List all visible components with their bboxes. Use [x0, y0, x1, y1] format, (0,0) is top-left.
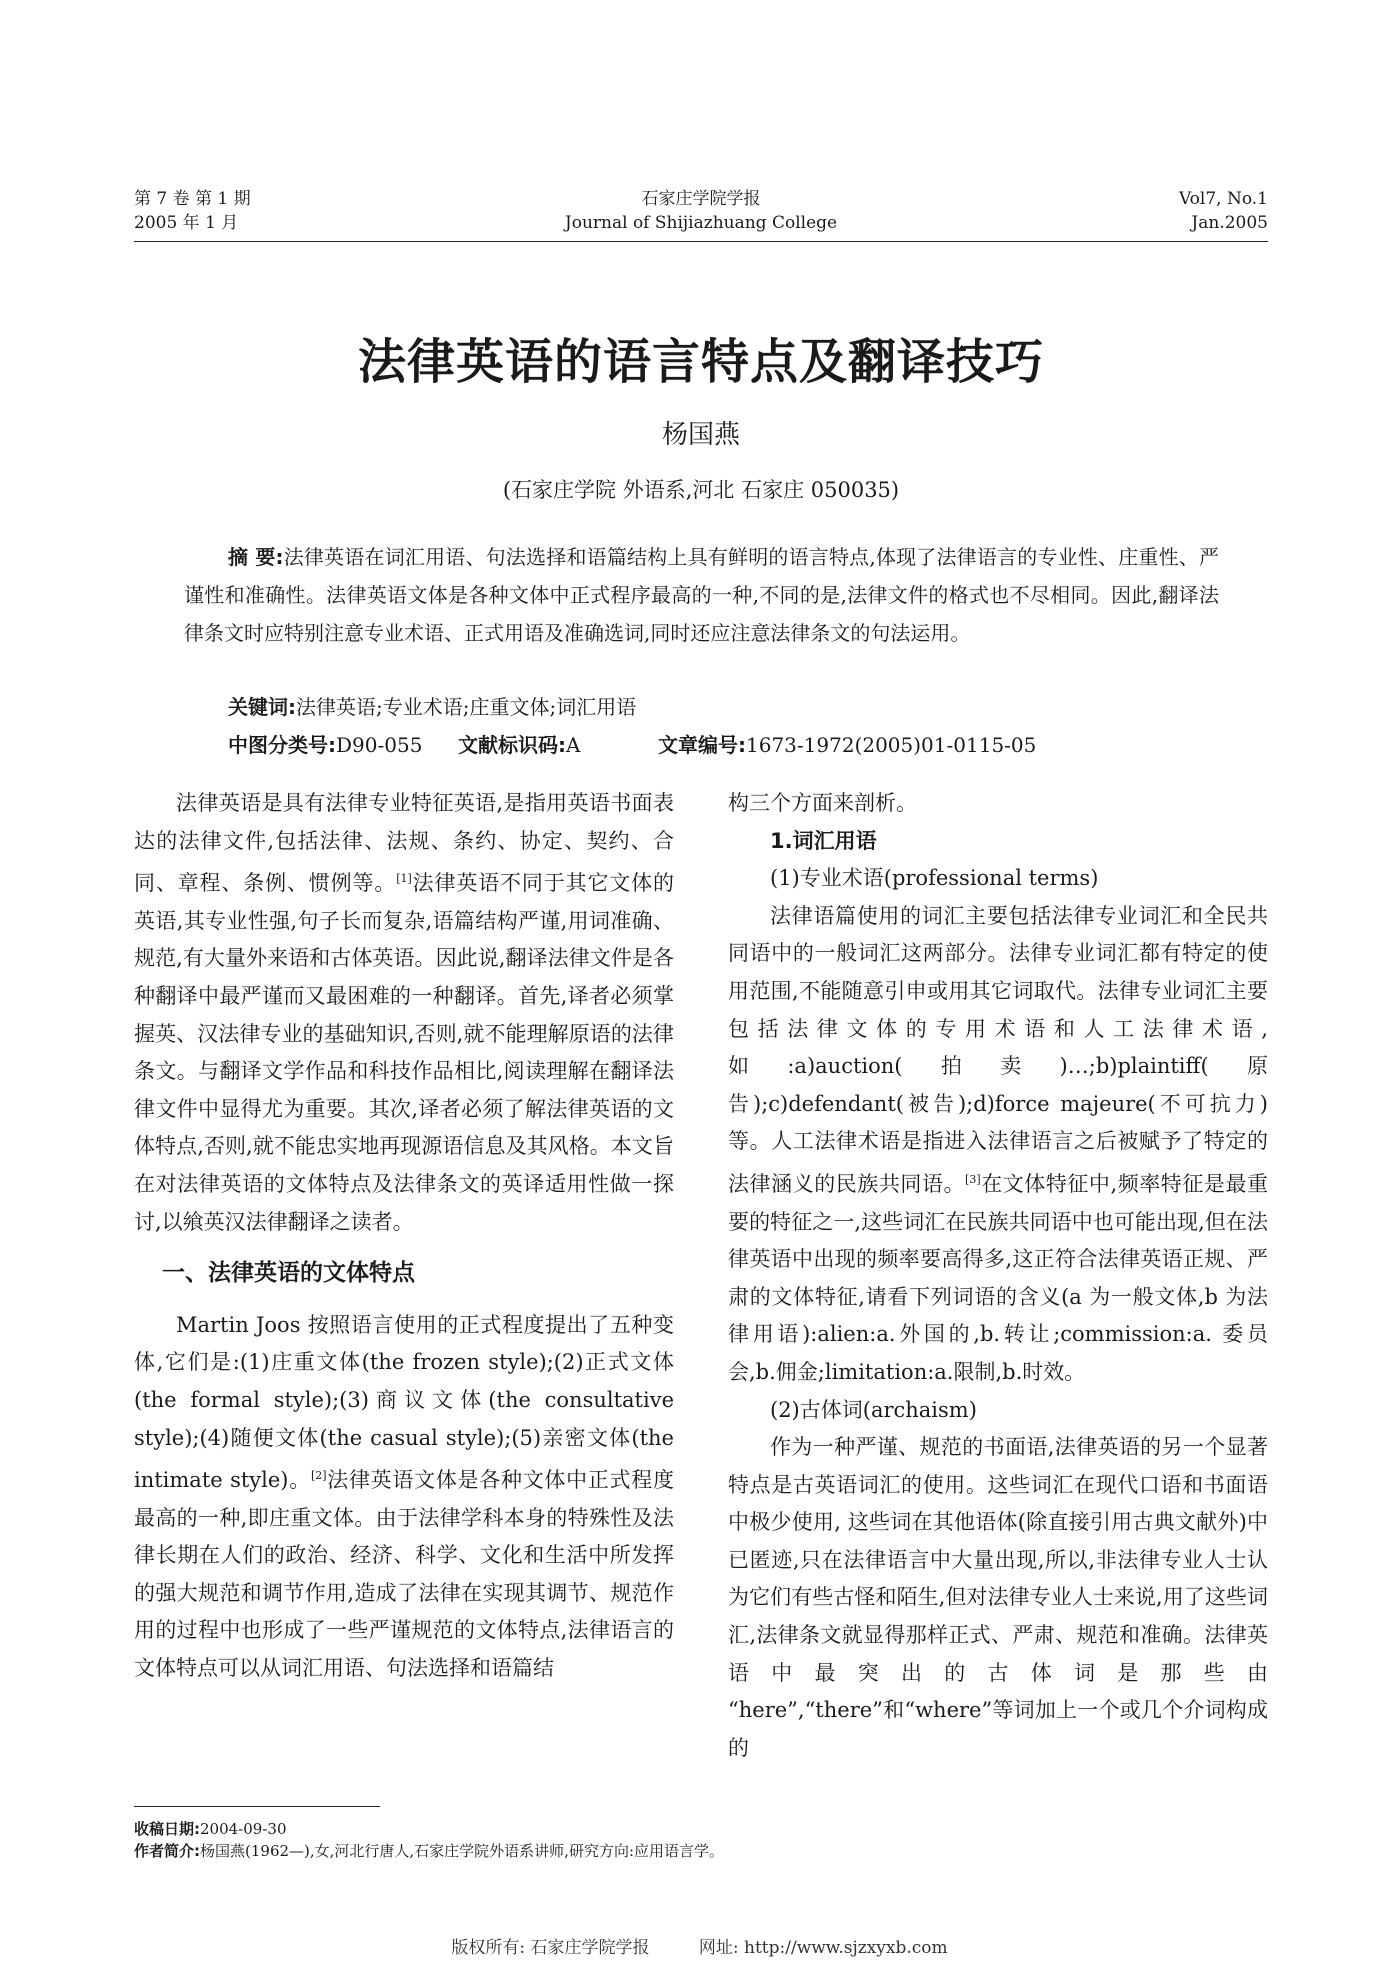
article-id-value: 1673-1972(2005)01-0115-05 — [746, 733, 1037, 757]
header-volume-en: Vol7, No.1 — [1178, 189, 1268, 209]
doc-code-label: 文献标识码: — [458, 733, 566, 757]
right-column — [728, 785, 1268, 1767]
footnote-author-bio — [134, 1840, 724, 1862]
keywords — [228, 688, 1228, 726]
subsubsection-heading: (2)古体词(archaism) — [770, 1397, 977, 1422]
body-paragraph — [134, 1307, 674, 1688]
author-affiliation: (石家庄学院 外语系,河北 石家庄 050035) — [502, 478, 900, 502]
paper-author: 杨国燕 — [661, 420, 740, 450]
keywords-label: 关键词: — [228, 695, 296, 719]
header-journal — [134, 187, 1268, 235]
footnote-divider — [134, 1806, 380, 1807]
abstract-text: 法律英语在词汇用语、句法选择和语篇结构上具有鲜明的语言特点,体现了法律语言的专业性、庄重性、严谨性和准确性。法律英语文体是各种文体中正式程序最高的一种,不同的是,法律文件的格式也不尽相同。因此,翻译法律条文时应特别注意专业术语、正式用语及准确选词,同时还应注意法律条文的句法运用。 — [184, 545, 1219, 645]
page-footer — [0, 1933, 1399, 1958]
header-date-en: Jan.2005 — [1191, 213, 1268, 233]
left-column — [134, 785, 674, 1688]
header-date: 2005 年 1 月 — [134, 213, 239, 233]
body-text: 法律英语文体是各种文体中正式程度最高的一种,即庄重文体。由于法律学科本身的特殊性及法律长期在人们的政治、经济、科学、文化和生活中所发挥的强大规范和调节作用,造成了法律在实现其调节、规范作用的过程中也形成了一些严谨规范的文体特点,法律语言的文体特点可以从词汇用语、句法选择和语篇结 — [134, 1468, 674, 1681]
section-heading: 一、法律英语的文体特点 — [162, 1260, 415, 1287]
received-label: 收稿日期: — [134, 1820, 200, 1838]
journal-name-cn: 石家庄学院学报 — [641, 189, 761, 209]
journal-name-en: Journal of Shijiazhuang College — [564, 213, 838, 233]
body-paragraph: 构三个方面来剖析。 — [728, 791, 917, 815]
header-divider — [134, 241, 1268, 242]
footnote-received — [134, 1818, 286, 1840]
keywords-text: 法律英语;专业术语;庄重文体;词汇用语 — [296, 695, 637, 719]
body-text: 法律英语是具有法律专业特征英语,是指用英语书面表达的法律文件,包括法律、法规、条约、协定、契约、合同、章程、条例、惯例等。 — [134, 791, 674, 896]
body-paragraph — [134, 785, 674, 1241]
header-volume: 第 7 卷 第 1 期 — [134, 189, 251, 209]
clc-value: D90-055 — [336, 733, 423, 757]
clc-label: 中图分类号: — [228, 733, 336, 757]
footer-website: 网址: http://www.sjzxyxb.com — [698, 1938, 948, 1958]
body-paragraph: 作为一种严谨、规范的书面语,法律英语的另一个显著特点是古英语词汇的使用。这些词汇在现代口语和书面语中极少使用, 这些词在其他语体(除直接引用古典文献外)中已匿迹,只在法律语言中大量出现,所以,非法律专业人士认为它们有些古怪和陌生,但对法律专业人士来说,用了这些词汇,法律条文就显得那样正式、严肃、规范和准确。法律英语中最突出的古体词是那些由 “here”,“there”和“where”等词加上一个或几个介词构成的 — [728, 1435, 1268, 1760]
citation-ref: [3] — [965, 1172, 981, 1186]
bio-value: 杨国燕(1962—),女,河北行唐人,石家庄学院外语系讲师,研究方向:应用语言学。 — [200, 1842, 725, 1860]
body-text: 在文体特征中,频率特征是最重要的特征之一,这些词汇在民族共同语中也可能出现,但在法律英语中出现的频率要高得多,这正符合法律英语正规、严肃的文体特征,请看下列词语的含义(a 为一般文体,b 为法律用语):alien:a.外国的,b.转让;commission:a. 委员会,b.佣金;limitation:a.限制,b.时效。 — [728, 1171, 1268, 1384]
abstract-paragraph — [184, 538, 1219, 652]
received-value: 2004-09-30 — [200, 1820, 287, 1838]
subsubsection-heading: (1)专业术语(professional terms) — [770, 866, 1099, 891]
citation-ref: [1] — [396, 872, 412, 886]
doc-code-group — [458, 726, 658, 764]
abstract-label: 摘 要: — [228, 545, 284, 569]
body-text: Martin Joos 按照语言使用的正式程度提出了五种变体,它们是:(1)庄重文体(the frozen style);(2)正式文体(the formal style);(3)商议文体(the consultative style);(4)随便文体(the casual style);(5)亲密文体(the intimate style)。 — [134, 1312, 674, 1493]
bio-label: 作者简介: — [134, 1842, 200, 1860]
abstract — [184, 538, 1219, 652]
header-issue-en — [1179, 187, 1268, 235]
citation-ref: [2] — [310, 1469, 327, 1483]
clc-group — [228, 726, 458, 764]
footer-copyright: 版权所有: 石家庄学院学报 — [451, 1938, 650, 1958]
body-paragraph — [728, 898, 1268, 1392]
body-text: 法律语篇使用的词汇主要包括法律专业词汇和全民共同语中的一般词汇这两部分。法律专业词汇都有特定的使用范围,不能随意引申或用其它词取代。法律专业词汇主要包括法律文体的专用术语和人工法律术语,如:a)auction(拍卖)…;b)plaintiff(原告);c)defendant(被告);d)force majeure(不可抗力)等。人工法律术语是指进入法律语言之后被赋予了特定的法律涵义的民族共同语。 — [728, 903, 1268, 1196]
classification-line — [228, 726, 1228, 764]
article-id-label: 文章编号: — [658, 733, 746, 757]
article-id-group — [658, 726, 1036, 764]
paper-title: 法律英语的语言特点及翻译技巧 — [357, 334, 1044, 390]
subsection-heading: 1.词汇用语 — [770, 828, 877, 853]
doc-code-value: A — [566, 733, 581, 757]
body-text: 法律英语不同于其它文体的英语,其专业性强,句子长而复杂,语篇结构严谨,用词准确、规范,有大量外来语和古体英语。因此说,翻译法律文件是各种翻译中最严谨而又最困难的一种翻译。首先,译者必须掌握英、汉法律专业的基础知识,否则,就不能理解原语的法律条文。与翻译文学作品和科技作品相比,阅读理解在翻译法律文件中显得尤为重要。其次,译者必须了解法律英语的文体特点,否则,就不能忠实地再现源语信息及其风格。本文旨在对法律英语的文体特点及法律条文的英译适用性做一探讨,以飨英汉法律翻译之读者。 — [134, 871, 674, 1234]
